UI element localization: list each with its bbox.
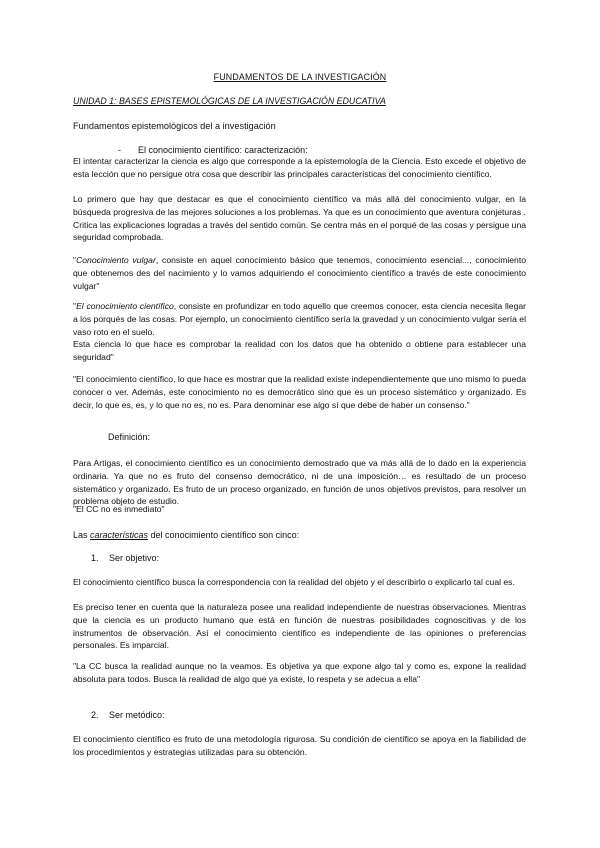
definition-paragraph: Para Artigas, el conocimiento científico es un conocimiento demostrado que va más allá de lo dado en la experiencia ordinaria. Ya que no es fruto del consenso democrático, ni de una imposición… es resultado de un proceso sistemático y organizado. Es fruto de un proceso organizado, en función de unos objetivos previstos, para resolver un problema objeto de estudio. bbox=[73, 458, 526, 507]
quote-cientifico-continuation: Esta ciencia lo que hace es comprobar la realidad con los datos que ha obtenido o obtiene para establecer una seguridad" bbox=[73, 339, 526, 362]
quote-conocimiento-vulgar bbox=[73, 254, 526, 292]
bullet-marker: - bbox=[118, 145, 121, 155]
objetivo-paragraph-1: El conocimiento científico busca la correspondencia con la realidad del objeto y el describirlo o explicarlo tal cual es. bbox=[73, 577, 515, 587]
intro-paragraph-2: Lo primero que hay que destacar es que el conocimiento científico va más allá del conocimiento vulgar, en la búsqueda progresiva de las mejores soluciones a los problemas. Ya que es un conocimiento que aventura conjeturas . Critica las explicaciones logradas a través del sentido común. Se centra más en el porqué de las cosas y persigue una seguridad comprobada. bbox=[73, 194, 526, 243]
definition-quote: "El CC no es inmediato" bbox=[73, 504, 165, 514]
objetivo-quote: "La CC busca la realidad aunque no la veamos. Es objetiva ya que expone algo tal y como es, expone la realidad absoluta para todos. Busca la realidad de algo que ya existe, lo respeta y se adecua a ella" bbox=[73, 661, 526, 684]
quote-cientifico-text: , consiste en profundizar en todo aquello que creemos conocer, esta ciencia necesita llegar a los porqués de las cosas. Por ejemplo, un conocimiento científico sería la gravedad y un conocimiento vulgar sería el vaso roto en el suelo. bbox=[73, 301, 527, 337]
quote-realidad: "El conocimiento científico, lo que hace es mostrar que la realidad existe independientemente que uno mismo lo pueda conocer o ver. Además, este conocimiento no es democrático sino que es un proceso sistemático y organizado. Es decir, lo que es, es, y lo que no es, no es. Para denominar ese algo sí que debe de haber un consenso." bbox=[73, 374, 526, 410]
term-conocimiento-vulgar: Conocimiento vulgar bbox=[76, 255, 156, 265]
unit-heading: UNIDAD 1: BASES EPISTEMOLÓGICAS DE LA INVESTIGACIÓN EDUCATIVA bbox=[73, 96, 386, 106]
metodico-paragraph-1: El conocimiento científico es fruto de una metodología rigurosa. Su condición de científico se apoya en la fiabilidad de los procedimientos y estrategias utilizadas para su obtención. bbox=[73, 734, 526, 757]
characteristics-post: del conocimiento científico son cinco: bbox=[148, 530, 300, 540]
characteristics-intro bbox=[73, 529, 526, 542]
characteristics-pre: Las bbox=[73, 530, 91, 540]
characteristics-term: características bbox=[90, 530, 149, 540]
term-conocimiento-cientifico: El conocimiento científico bbox=[76, 301, 174, 311]
item-title: Ser objetivo: bbox=[109, 553, 160, 563]
intro-paragraph-1: El intentar caracterizar la ciencia es algo que corresponde a la epistemología de la Ciencia. Esto excede el objetivo de esta lección que no persigue otra cosa que describir las principales características del conocimiento científico. bbox=[73, 156, 526, 179]
definition-heading: Definición: bbox=[108, 432, 151, 442]
bullet-heading-text: El conocimiento científico: caracterización: bbox=[138, 145, 308, 155]
section-subtitle: Fundamentos epistemológicos del a investigación bbox=[73, 121, 276, 131]
document-title: FUNDAMENTOS DE LA INVESTIGACIÓN bbox=[213, 72, 387, 82]
quote-open: " bbox=[73, 255, 77, 265]
quote-open: " bbox=[73, 301, 77, 311]
item-ser-objetivo bbox=[91, 553, 159, 563]
item-number: 1. bbox=[91, 553, 99, 563]
bullet-heading bbox=[118, 145, 308, 155]
objetivo-paragraph-2: Es preciso tener en cuenta que la naturaleza posee una realidad independiente de nuestras observaciones. Mientras que la ciencia es un producto humano que está en función de nuestras posibilidades cognoscitivas y de los instrumentos de observación. Así el conocimiento científico es independiente de las opiniones o preferencias personales. Es imparcial. bbox=[73, 602, 526, 651]
item-number: 2. bbox=[91, 710, 99, 720]
item-ser-metodico bbox=[91, 710, 165, 720]
item-title: Ser metódico: bbox=[109, 710, 165, 720]
quote-vulgar-text: , consiste en aquel conocimiento básico que tenemos, conocimiento esencial..., conocimiento que obtenemos des del nacimiento y lo vamos adquiriendo el conocimiento científico a través de este conocimiento vulgar" bbox=[73, 255, 527, 291]
quote-conocimiento-cientifico bbox=[73, 300, 526, 338]
